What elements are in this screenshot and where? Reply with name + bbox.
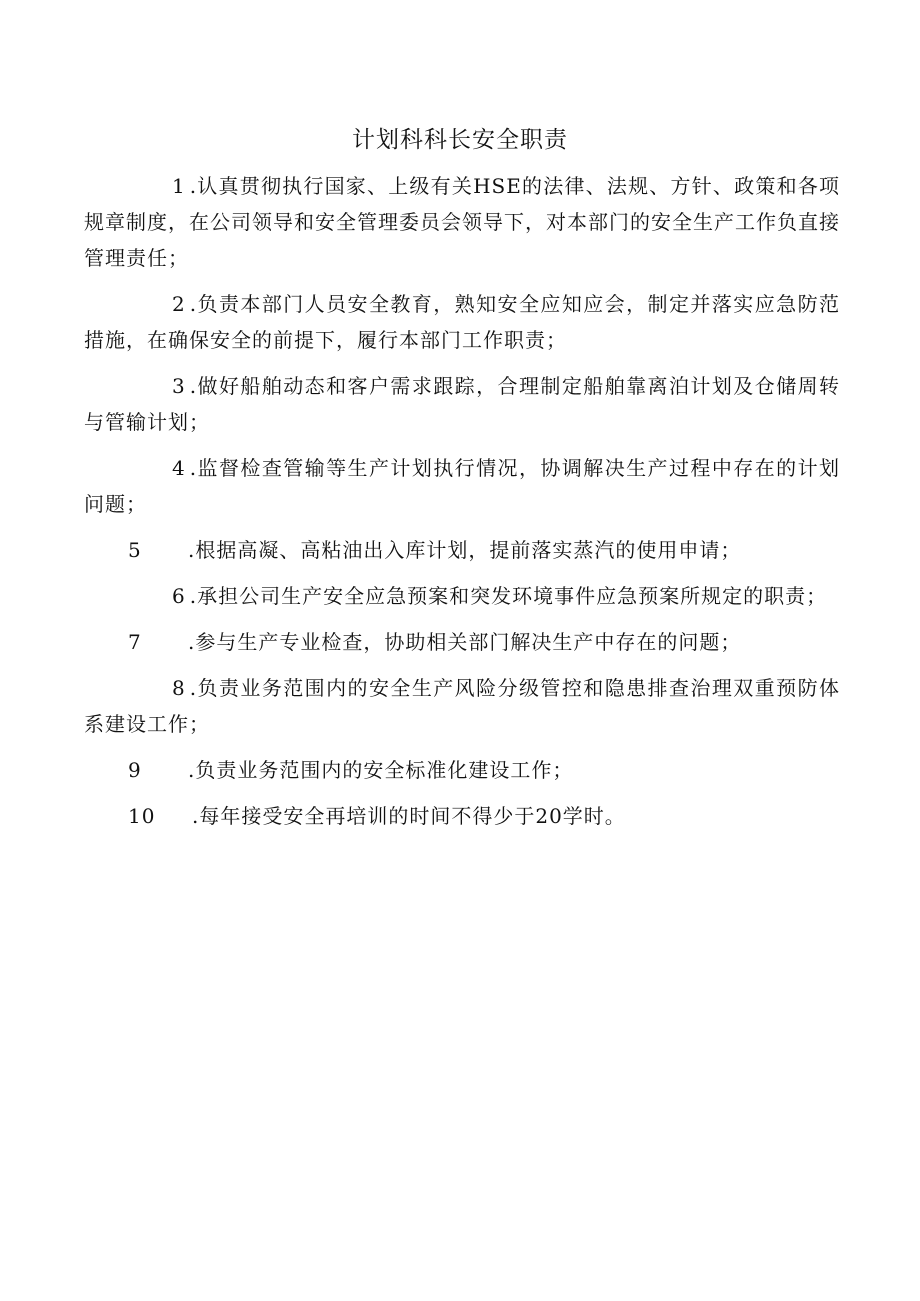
item-text: 参与生产专业检查，协助相关部门解决生产中存在的问题； bbox=[195, 630, 742, 654]
item-text: 承担公司生产安全应急预案和突发环境事件应急预案所规定的职责； bbox=[197, 584, 828, 608]
item-number: 10 bbox=[128, 804, 156, 828]
item-text: 负责业务范围内的安全生产风险分级管控和隐患排查治理双重预防体系建设工作； bbox=[84, 676, 840, 736]
list-item: 10 .每年接受安全再培训的时间不得少于20学时。 bbox=[84, 798, 840, 834]
item-text: 监督检查管输等生产计划执行情况，协调解决生产过程中存在的计划问题； bbox=[84, 456, 840, 516]
list-item: 9 .负责业务范围内的安全标准化建设工作； bbox=[84, 752, 840, 788]
item-number: 7 bbox=[128, 630, 142, 654]
item-number: 3 bbox=[172, 374, 186, 398]
item-text: 做好船舶动态和客户需求跟踪，合理制定船舶靠离泊计划及仓储周转与管输计划； bbox=[84, 374, 840, 434]
item-number: 9 bbox=[128, 758, 142, 782]
item-number: 1 bbox=[172, 174, 186, 198]
item-number: 2 bbox=[172, 292, 186, 316]
item-text: 每年接受安全再培训的时间不得少于20学时。 bbox=[199, 804, 626, 828]
list-item: 1 .认真贯彻执行国家、上级有关HSE的法律、法规、方针、政策和各项规章制度，在公司领导和安全管理委员会领导下，对本部门的安全生产工作负直接管理责任； bbox=[84, 168, 840, 276]
document-title: 计划科科长安全职责 bbox=[352, 127, 568, 153]
list-item: 6 .承担公司生产安全应急预案和突发环境事件应急预案所规定的职责； bbox=[84, 578, 840, 614]
item-text: 根据高凝、高粘油出入库计划，提前落实蒸汽的使用申请； bbox=[195, 538, 742, 562]
item-number: 5 bbox=[128, 538, 142, 562]
list-item: 4 .监督检查管输等生产计划执行情况，协调解决生产过程中存在的计划问题； bbox=[84, 450, 840, 522]
duty-list bbox=[84, 168, 840, 844]
item-text: 负责本部门人员安全教育，熟知安全应知应会，制定并落实应急防范措施，在确保安全的前提下，履行本部门工作职责； bbox=[84, 292, 840, 352]
list-item: 2 .负责本部门人员安全教育，熟知安全应知应会，制定并落实应急防范措施，在确保安全的前提下，履行本部门工作职责； bbox=[84, 286, 840, 358]
list-item: 5 .根据高凝、高粘油出入库计划，提前落实蒸汽的使用申请； bbox=[84, 532, 840, 568]
item-number: 4 bbox=[172, 456, 186, 480]
item-number: 8 bbox=[172, 676, 186, 700]
item-text: 认真贯彻执行国家、上级有关HSE的法律、法规、方针、政策和各项规章制度，在公司领导和安全管理委员会领导下，对本部门的安全生产工作负直接管理责任； bbox=[84, 174, 840, 270]
list-item: 7 .参与生产专业检查，协助相关部门解决生产中存在的问题； bbox=[84, 624, 840, 660]
list-item: 3 .做好船舶动态和客户需求跟踪，合理制定船舶靠离泊计划及仓储周转与管输计划； bbox=[84, 368, 840, 440]
item-number: 6 bbox=[172, 584, 186, 608]
list-item: 8 .负责业务范围内的安全生产风险分级管控和隐患排查治理双重预防体系建设工作； bbox=[84, 670, 840, 742]
item-text: 负责业务范围内的安全标准化建设工作； bbox=[195, 758, 574, 782]
